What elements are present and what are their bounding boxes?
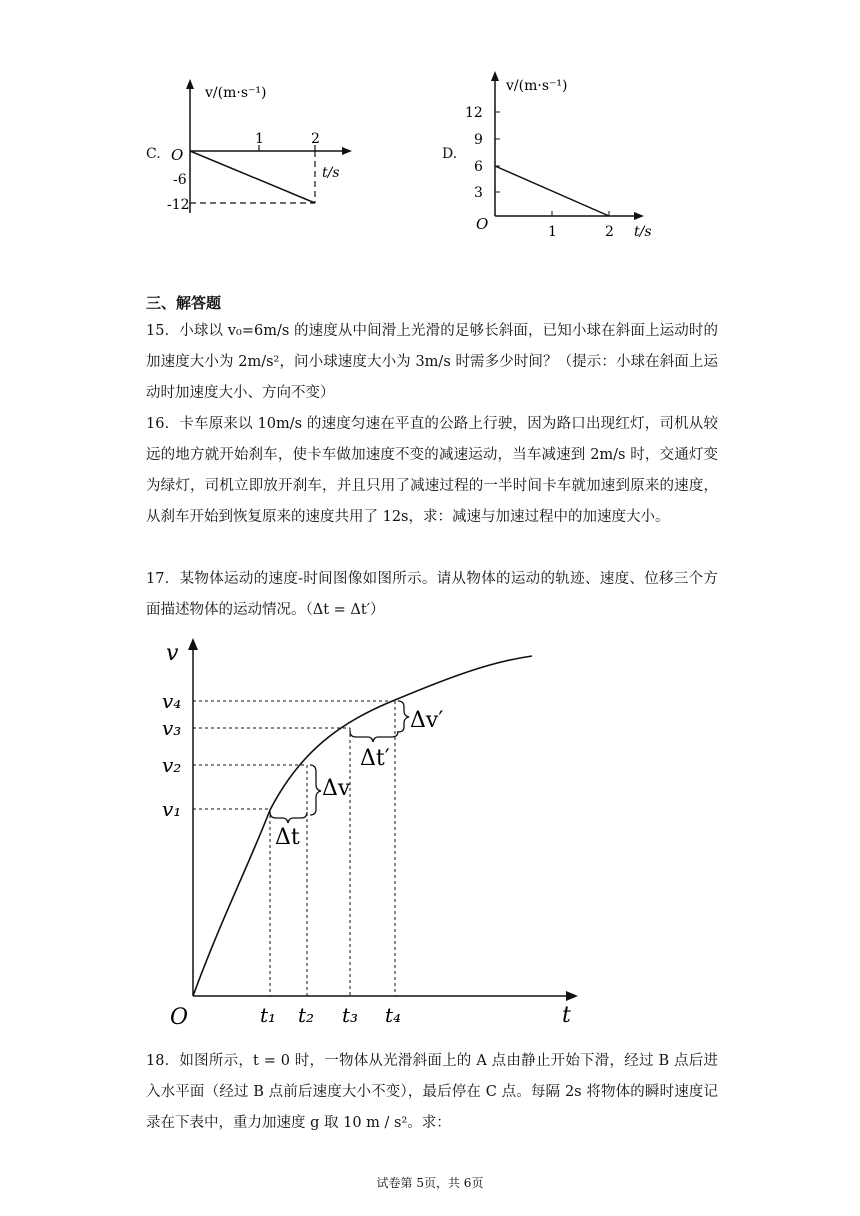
fig17-dv-prime: Δv′: [410, 708, 444, 733]
question-15: 15．小球以 v₀=6m/s 的速度从中间滑上光滑的足够长斜面，已知小球在斜面上运动时的加速度大小为 2m/s²，问小球速度大小为 3m/s 时需多少时间？（提示：小球在斜面上运动时加速度大小、方向不变）: [146, 323, 718, 401]
figure-17-vt-graph: [150, 632, 590, 1042]
d-ytick-9: 9: [474, 132, 483, 148]
fig17-t2: t₂: [298, 1003, 315, 1027]
c-ylabel: v/(m·s⁻¹): [205, 85, 267, 101]
option-c-label: C.: [146, 146, 161, 162]
question-16: 16．卡车原来以 10m/s 的速度匀速在平直的公路上行驶，因为路口出现红灯，司机从较远的地方就开始刹车，使卡车做加速度不变的减速运动，当车减速到 2m/s 时，交通灯变为绿灯，司机立即放开刹车，并且只用了减速过程的一半时间卡车就加速到原来的速度，从刹车开始到恢复原来的速度共用了 12s，求：减速与加速过程中的加速度大小。: [146, 416, 718, 525]
fig17-dt: Δt: [275, 825, 300, 850]
c-xtick-2: 2: [311, 131, 320, 147]
option-c-graph: [165, 75, 365, 225]
c-ytick-12: -12: [167, 197, 190, 213]
c-ytick-6: -6: [173, 172, 187, 188]
d-ytick-3: 3: [474, 185, 483, 201]
fig17-v2: v₂: [162, 753, 182, 777]
d-ytick-6: 6: [474, 159, 483, 175]
fig17-t3: t₃: [342, 1003, 359, 1027]
question-17: 17．某物体运动的速度-时间图像如图所示。请从物体的运动的轨迹、速度、位移三个方面描述物体的运动情况。（Δt = Δt′）: [146, 571, 718, 618]
fig17-t4: t₄: [385, 1003, 402, 1027]
fig17-y-arrow: [188, 638, 198, 650]
fig17-v1: v₁: [162, 797, 182, 821]
d-xlabel: t/s: [634, 224, 652, 240]
fig17-v4: v₄: [162, 689, 182, 713]
c-origin: O: [171, 146, 184, 164]
fig17-v3: v₃: [162, 716, 182, 740]
c-y-arrow: [186, 79, 194, 89]
d-data-line: [495, 166, 609, 216]
question-18: 18．如图所示，t = 0 时，一物体从光滑斜面上的 A 点由静止开始下滑，经过 B 点后进入水平面（经过 B 点前后速度大小不变），最后停在 C 点。每隔 2s 将物体的瞬时速度记录在下表中，重力加速度 g 取 10 m / s²。求：: [146, 1053, 718, 1131]
fig17-curve: [193, 656, 532, 996]
d-xtick-1: 1: [548, 224, 557, 240]
option-d-label: D.: [442, 146, 458, 162]
c-x-arrow: [342, 147, 352, 155]
section-title: 三、解答题: [146, 294, 222, 312]
d-xtick-2: 2: [605, 224, 614, 240]
fig17-brace-dv: [310, 765, 321, 815]
fig17-brace-dt: [270, 812, 307, 823]
fig17-x-arrow: [566, 991, 578, 1001]
c-xtick-1: 1: [255, 131, 264, 147]
fig17-ylabel: v: [166, 641, 179, 666]
fig17-origin: O: [170, 1005, 189, 1030]
d-ylabel: v/(m·s⁻¹): [506, 78, 568, 94]
fig17-xlabel: t: [562, 1003, 571, 1028]
fig17-t1: t₁: [260, 1003, 277, 1027]
c-xlabel: t/s: [322, 165, 340, 181]
d-ytick-12: 12: [465, 105, 483, 121]
fig17-dv: Δv: [322, 776, 351, 801]
fig17-brace-dt-prime: [350, 731, 398, 742]
d-x-arrow: [634, 212, 644, 220]
d-origin: O: [476, 215, 489, 233]
fig17-brace-dv-prime: [398, 701, 409, 732]
d-y-arrow: [491, 71, 499, 81]
option-d-graph: [462, 66, 662, 244]
fig17-dt-prime: Δt′: [360, 746, 390, 771]
c-data-line: [190, 151, 315, 203]
page-footer: 试卷第 5页，共 6页: [376, 1176, 484, 1190]
